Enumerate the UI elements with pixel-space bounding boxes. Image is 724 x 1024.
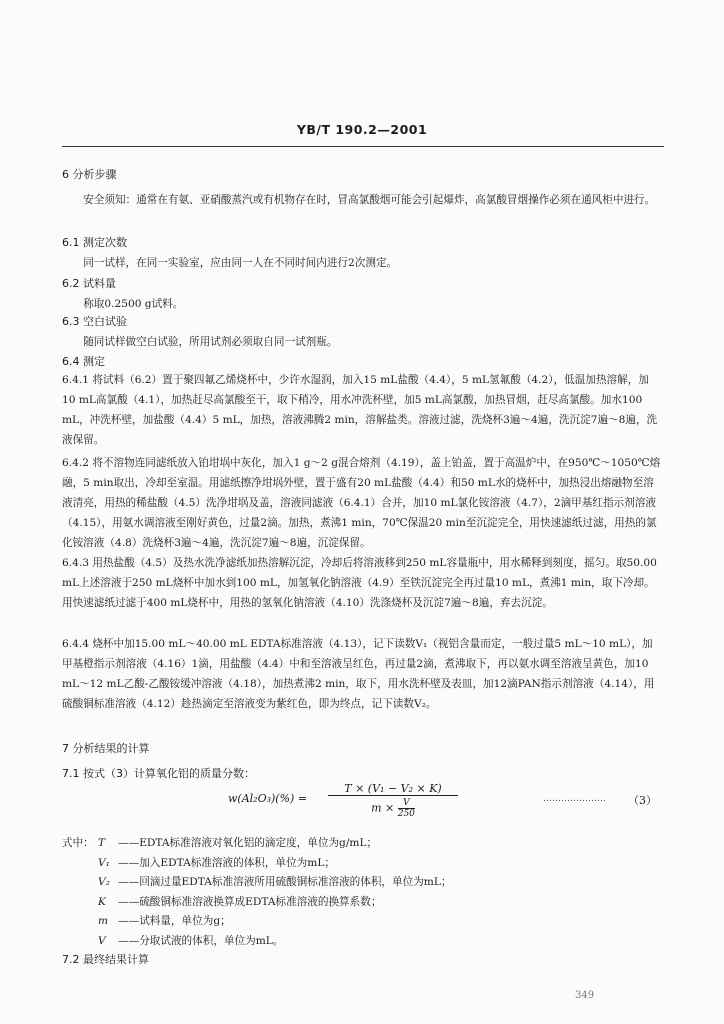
section-6-1-text: 同一试样，在同一实验室，应由同一人在不同时间内进行2次测定。 <box>83 257 398 269</box>
section-6-4-title: 6.4 测定 <box>62 355 105 368</box>
variable-symbol: V₂ <box>98 876 110 888</box>
formula-den-top: V <box>398 798 415 809</box>
formula-lhs: w(Al₂O₃)(%) = <box>228 792 308 805</box>
section-6-3-title: 6.3 空白试验 <box>62 315 127 328</box>
variable-symbol: T <box>98 837 106 849</box>
safety-notice: 安全须知：通常在有氨、亚硝酸蒸汽或有机物存在时，冒高氯酸烟可能会引起爆炸，高氯酸冒烟操作必须在通风柜中进行。 <box>83 194 656 206</box>
formula-den-fraction <box>398 798 415 819</box>
where-intro: 式中： <box>62 837 94 849</box>
section-6-4-3-text: 6.4.3 用热盐酸（4.5）及热水洗净滤纸加热溶解沉淀，冷却后将溶液移到250 mL容量瓶中，用水稀释到刻度，摇匀。取50.00 mL上述溶液于250 mL烧杯中加水到100 mL，加氢氧化钠溶液（4.9）至铁沉淀完全再过量10 mL，煮沸1 min，取下冷却。用快速滤纸过滤于400 mL烧杯中，用热的氢氧化钠溶液（4.10）洗涤烧杯及沉淀7遍～8遍，弃去沉淀。 <box>62 557 657 609</box>
variable-symbol: K <box>98 895 106 908</box>
variable-description: ——分取试液的体积，单位为mL。 <box>118 934 284 947</box>
formula-denominator <box>328 798 458 819</box>
section-6-4-2-text: 6.4.2 将不溶物连同滤纸放入铂坩埚中灰化，加入1 g～2 g混合熔剂（4.19），盖上铂盖，置于高温炉中，在950℃～1050℃熔融，5 min取出，冷却至室温。用滤纸擦净坩埚外壁，置于盛有20 mL盐酸（4.4）和50 mL水的烧杯中，加热浸出熔融物至溶液清亮，用热的稀盐酸（4.5）洗净坩埚及盖，溶液同滤液（6.4.1）合并，加10 mL氯化铵溶液（4.7），2滴甲基红指示剂溶液（4.15），用氨水调溶液至刚好黄色，过量2滴。加热，煮沸1 min，70℃保温20 min至沉淀完全，用快速滤纸过滤，用热的氯化铵溶液（4.8）洗烧杯3遍～4遍，洗沉淀7遍～8遍，沉淀保留。 <box>62 457 661 549</box>
variable-row <box>98 834 658 854</box>
variable-symbol: V₁ <box>98 856 110 869</box>
variable-description: ——EDTA标准溶液对氧化铝的滴定度，单位为g/mL； <box>118 837 378 849</box>
section-7-title: 7 分析结果的计算 <box>62 742 150 755</box>
section-6-1-title: 6.1 测定次数 <box>62 236 127 249</box>
section-6-3-text: 随同试样做空白试验，所用试剂必须取自同一试剂瓶。 <box>83 336 338 348</box>
section-6-title: 6 分析步骤 <box>62 168 117 181</box>
formula-fraction <box>328 782 458 819</box>
header-rule <box>62 146 664 147</box>
variable-description: ——回滴过量EDTA标准溶液所用硫酸铜标准溶液的体积，单位为mL； <box>118 876 452 888</box>
section-6-2-title: 6.2 试料量 <box>62 277 116 290</box>
variable-description: ——试料量，单位为g； <box>118 915 231 927</box>
formula-equation-number: （3） <box>628 794 657 807</box>
variable-row <box>98 932 658 952</box>
document-header-code: YB/T 190.2—2001 <box>296 122 428 137</box>
page-number: 349 <box>575 990 595 1001</box>
variable-row <box>98 854 658 874</box>
variable-row <box>98 893 658 913</box>
formula-den-bottom: 250 <box>397 809 415 819</box>
formula-3 <box>228 780 668 830</box>
formula-den-left: m × <box>371 801 395 815</box>
variable-description: ——加入EDTA标准溶液的体积，单位为mL； <box>118 856 335 869</box>
section-6-4-1-text: 6.4.1 将试料（6.2）置于聚四氟乙烯烧杯中，少许水湿润，加入15 mL盐酸（4.4），5 mL氢氟酸（4.2），低温加热溶解，加10 mL高氯酸（4.1），加热赶尽高氯酸至干，取下稍冷，用水冲洗杯壁，加5 mL高氯酸，加热冒烟，赶尽高氯酸。加水100 mL，冲洗杯壁，加盐酸（4.4）5 mL，加热，溶液沸腾2 min，溶解盐类。溶液过滤，洗烧杯3遍～4遍，洗沉淀7遍～8遍，洗液保留。 <box>62 374 658 446</box>
section-6-2-text: 称取0.2500 g试料。 <box>83 298 184 310</box>
section-7-2-title: 7.2 最终结果计算 <box>62 953 149 966</box>
section-7-1-title: 7.1 按式（3）计算氧化铝的质量分数： <box>62 767 255 780</box>
variable-row <box>98 873 658 893</box>
formula-numerator: T × (V₁ − V₂ × K) <box>328 782 458 796</box>
formula-dots: ………………… <box>543 794 606 804</box>
variable-row <box>98 912 658 932</box>
section-6-4-4-text: 6.4.4 烧杯中加15.00 mL～40.00 mL EDTA标准溶液（4.13），记下读数V₁（视铝含量而定，一般过量5 mL～10 mL），加甲基橙指示剂溶液（4.16）1滴，用盐酸（4.4）中和至溶液呈红色，再过量2滴，煮沸取下，再以氨水调至溶液呈黄色，加10 mL～12 mL乙酸-乙酸铵缓冲溶液（4.18），加热煮沸2 min，取下，用水洗杯壁及表皿，加12滴PAN指示剂溶液（4.14），用硫酸铜标准溶液（4.12）趁热滴定至溶液变为紫红色，即为终点，记下读数V₂。 <box>62 638 655 710</box>
variable-description: ——硫酸铜标准溶液换算成EDTA标准溶液的换算系数； <box>118 895 382 908</box>
variable-definitions <box>98 834 658 951</box>
variable-symbol: V <box>98 934 106 947</box>
variable-symbol: m <box>98 915 109 927</box>
